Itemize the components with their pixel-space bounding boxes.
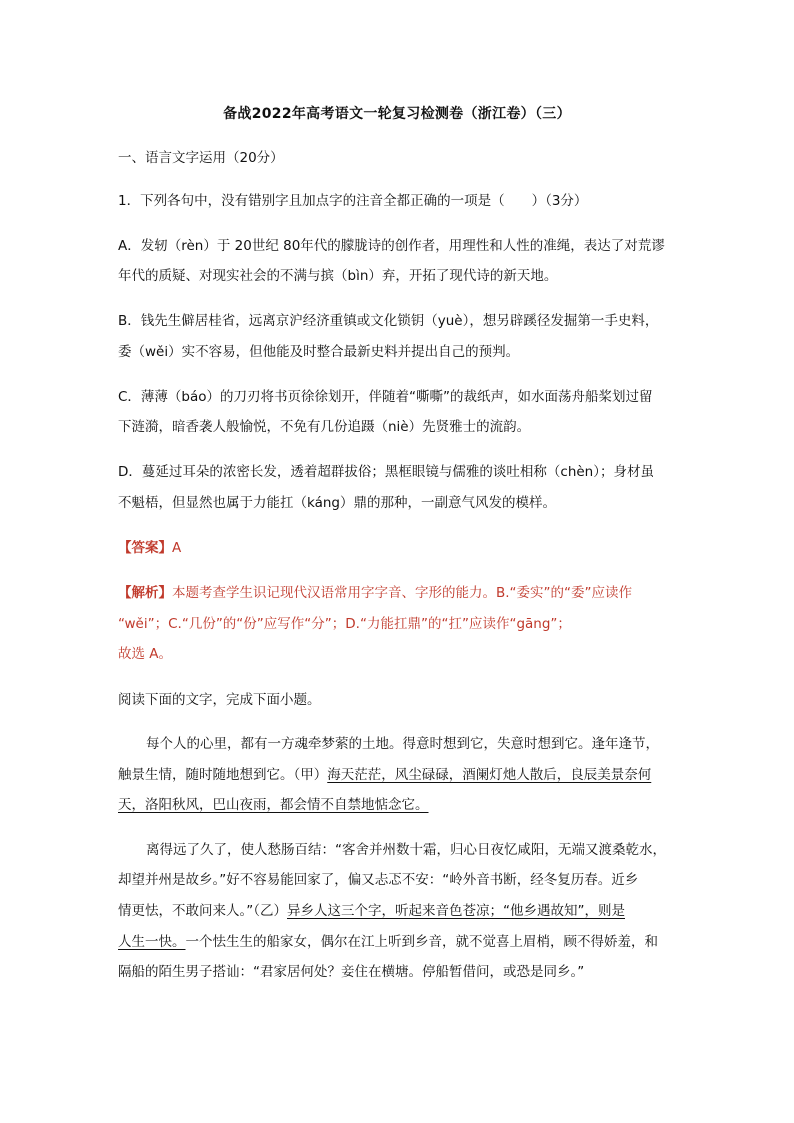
page-title: 备战2022年高考语文一轮复习检测卷（浙江卷）（三） [223, 106, 571, 122]
underlined-passage-jia-end: 天，洛阳秋风，巴山夜雨，都会情不自禁地惦念它。 [118, 797, 429, 813]
analysis-line-1 [118, 583, 678, 603]
underlined-passage-yi-end: 人生一快。 [118, 934, 186, 950]
reading-intro: 阅读下面的文字，完成下面小题。 [118, 692, 321, 708]
option-b-line-2: 委（wěi）实不容易，但他能及时整合最新史料并提出自己的预判。 [118, 344, 520, 360]
answer-label: 【答案】 [118, 540, 172, 556]
analysis-label: 【解析】 [118, 585, 172, 601]
analysis-line-2: “wěi”；C.“几份”的“份”应写作“分”；D.“力能扛鼎”的“扛”应读作“gāng”； [118, 616, 571, 632]
option-c-line-2: 下涟漪，暗香袭人般愉悦，不免有几份追蹑（niè）先贤雅士的流韵。 [118, 419, 531, 435]
answer-line [118, 538, 678, 558]
option-c-line-1: C．薄薄（báo）的刀刃将书页徐徐划开，伴随着“嘶嘶”的裁纸声，如水面荡舟船桨划过留 [118, 389, 653, 405]
analysis-text-1: 本题考查学生识记现代汉语常用字字音、字形的能力。B.“委实”的“委”应读作 [172, 585, 633, 601]
underlined-passage-yi: 异乡人这三个字，听起来音色苍凉；“他乡遇故知”，则是 [287, 903, 625, 919]
option-d-line-2: 不魁梧，但显然也属于力能扛（káng）鼎的那种，一副意气风发的模样。 [118, 495, 556, 511]
para1-line-2 [118, 765, 678, 785]
option-a-line-2: 年代的质疑、对现实社会的不满与摈（bìn）弃，开拓了现代诗的新天地。 [118, 268, 558, 284]
para1-line-1: 每个人的心里，都有一方魂牵梦萦的土地。得意时想到它，失意时想到它。逢年逢节， [146, 736, 659, 752]
para2-line-5: 隔船的陌生男子搭讪：“君家居何处？妾住在横塘。停船暂借问，或恐是同乡。” [118, 964, 585, 980]
para1-line-3 [118, 795, 678, 815]
para1-line-2-text: 触景生情，随时随地想到它。（甲） [118, 767, 328, 783]
para2-line-3-text: 情更怯，不敢问来人。”（乙） [118, 903, 287, 919]
para2-line-2: 却望并州是故乡。”好不容易能回家了，偏又忐忑不安：“岭外音书断，经冬复历春。近乡 [118, 872, 639, 888]
option-a-line-1: A．发轫（rèn）于 20世纪 80年代的朦胧诗的创作者，用理性和人性的准绳，表达了对荒谬 [118, 238, 665, 254]
analysis-line-3: 故选 A。 [118, 646, 173, 662]
underlined-passage-jia: 海天茫茫，风尘碌碌，酒阑灯灺人散后，良辰美景奈何 [327, 767, 652, 783]
option-b-line-1: B．钱先生僻居桂省，远离京沪经济重镇或文化锁钥（yuè），想另辟蹊径发掘第一手史料， [118, 313, 659, 329]
para2-line-4-text: 一个怯生生的船家女，偶尔在江上听到乡音，就不觉喜上眉梢，顾不得娇羞，和 [185, 934, 658, 950]
section-heading: 一、语言文字运用（20分） [118, 150, 284, 166]
para2-line-3 [118, 901, 678, 921]
question-1: 1．下列各句中，没有错别字且加点字的注音全都正确的一项是（ ）（3分） [118, 193, 588, 209]
answer-value: A [172, 540, 182, 556]
option-d-line-1: D．蔓延过耳朵的浓密长发，透着超群拔俗；黑框眼镜与儒雅的谈吐相称（chèn）；身材虽 [118, 464, 654, 480]
para2-line-1: 离得远了久了，使人愁肠百结：“客舍并州数十霜，归心日夜忆咸阳，无端又渡桑乾水， [146, 842, 666, 858]
para2-line-4 [118, 932, 678, 952]
